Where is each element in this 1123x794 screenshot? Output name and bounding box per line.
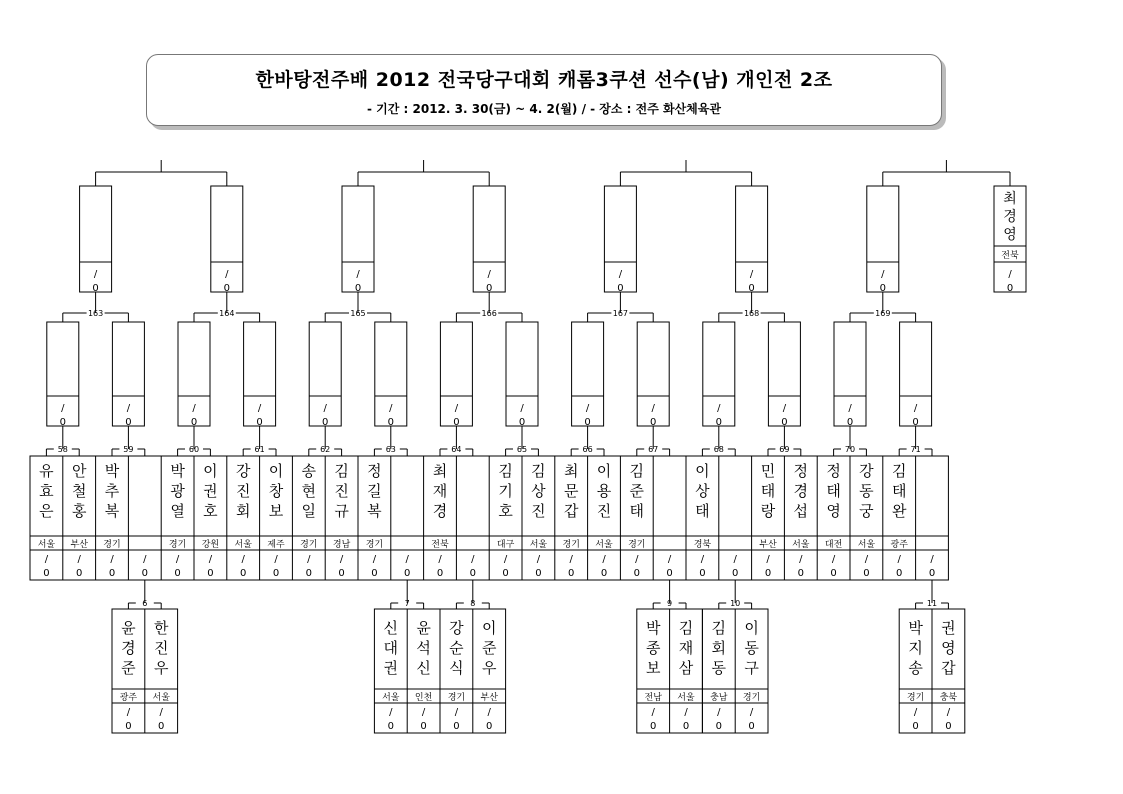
score-prelim-6-slash: /	[651, 707, 655, 718]
player-region: 서울	[234, 540, 252, 550]
match-number: 59	[123, 445, 134, 454]
score-main-0-zero: 0	[43, 568, 50, 579]
score-round2-5-slash: /	[389, 403, 393, 414]
player-name: 강 동 궁	[859, 462, 874, 520]
score-round2-0-zero: 0	[59, 417, 66, 428]
score-main-24-slash: /	[831, 554, 836, 565]
score-main-2-slash: /	[110, 554, 114, 565]
score-round2-11-slash: /	[782, 403, 787, 414]
score-prelim-1-slash: /	[159, 707, 163, 718]
score-round2-12-zero: 0	[846, 417, 854, 428]
score-prelim-10-slash: /	[913, 707, 918, 718]
score-round3-6-zero: 0	[879, 283, 886, 294]
score-round2-6-zero: 0	[453, 417, 460, 428]
score-main-22-slash: /	[766, 554, 770, 565]
score-prelim-3-slash: /	[421, 707, 426, 718]
score-round2-8-zero: 0	[584, 417, 591, 428]
player-region: 부산	[70, 540, 88, 550]
player-name: 김 진 규	[334, 462, 349, 520]
match-number: 6	[142, 599, 148, 608]
page-title: 한바탕전주배 2012 전국당구대회 캐롬3쿠션 선수(남) 개인전 2조	[255, 69, 833, 91]
score-prelim-10-zero: 0	[912, 721, 919, 732]
score-main-26-zero: 0	[896, 568, 903, 579]
score-round2-12-slash: /	[848, 403, 852, 414]
player-name: 강 진 회	[235, 462, 251, 520]
player-name: 이 권 호	[203, 462, 218, 520]
score-main-1-slash: /	[77, 554, 81, 565]
player-name: 송 현 일	[301, 462, 317, 520]
score-main-25-zero: 0	[863, 568, 870, 579]
player-name: 김 기 호	[498, 462, 513, 520]
player-region: 경기	[562, 540, 580, 550]
player-name: 최 재 경	[432, 462, 448, 520]
score-round2-13-slash: /	[913, 403, 918, 414]
score-prelim-8-zero: 0	[715, 721, 722, 732]
player-name: 민 태 랑	[760, 462, 776, 520]
score-prelim-4-zero: 0	[453, 721, 460, 732]
player-region: 경기	[365, 540, 384, 550]
score-main-7-slash: /	[274, 554, 278, 565]
player-name: 김 준 태	[629, 462, 645, 520]
match-number: 60	[188, 445, 200, 454]
player-name: 안 철 홍	[71, 462, 87, 520]
score-round2-3-zero: 0	[256, 417, 263, 428]
score-main-5-zero: 0	[207, 568, 214, 579]
score-main-24-zero: 0	[830, 568, 837, 579]
player-name: 박 광 열	[170, 462, 185, 520]
score-main-8-slash: /	[307, 554, 311, 565]
score-main-11-zero: 0	[404, 568, 411, 579]
prelim-player-name: 김 회 동	[711, 619, 727, 677]
prelim-player-name: 윤 경 준	[121, 619, 136, 677]
match-number: 69	[779, 445, 790, 454]
score-prelim-8-slash: /	[717, 707, 721, 718]
score-round3-3-zero: 0	[486, 283, 493, 294]
prelim-player-name: 권 영 갑	[941, 619, 956, 677]
score-round2-3-slash: /	[257, 403, 262, 414]
score-main-13-zero: 0	[469, 568, 476, 579]
match-number: 9	[667, 599, 673, 608]
score-round3-3-slash: /	[487, 269, 491, 280]
player-region: 경기	[168, 540, 187, 550]
score-round2-7-slash: /	[520, 403, 524, 414]
score-main-19-zero: 0	[666, 568, 673, 579]
prelim-player-name: 신 대 권	[383, 619, 399, 677]
score-main-12-slash: /	[438, 554, 442, 565]
bye-player-region: 전북	[1001, 251, 1019, 261]
player-name: 이 용 진	[596, 462, 612, 520]
match-number: 8	[470, 599, 476, 608]
score-prelim-9-zero: 0	[748, 721, 755, 732]
prelim-player-region: 서울	[382, 693, 400, 703]
match-number: 165	[350, 309, 366, 318]
score-main-23-slash: /	[799, 554, 803, 565]
match-number: 164	[219, 309, 235, 318]
score-main-14-zero: 0	[502, 568, 509, 579]
prelim-player-region: 서울	[152, 693, 170, 703]
score-main-21-zero: 0	[732, 568, 739, 579]
score-round2-13-zero: 0	[912, 417, 919, 428]
score-prelim-5-zero: 0	[486, 721, 493, 732]
score-main-1-zero: 0	[76, 568, 83, 579]
score-round3-5-slash: /	[749, 269, 754, 280]
score-main-5-slash: /	[208, 554, 213, 565]
prelim-player-name: 박 지 송	[908, 619, 923, 677]
score-round2-9-zero: 0	[650, 417, 657, 428]
player-name: 김 상 진	[531, 462, 546, 520]
player-name: 정 태 영	[826, 462, 841, 520]
score-main-21-slash: /	[733, 554, 737, 565]
score-round2-7-zero: 0	[518, 417, 526, 428]
player-region: 대전	[824, 540, 843, 550]
score-main-7-zero: 0	[272, 568, 280, 579]
score-round2-2-slash: /	[192, 403, 196, 414]
score-round2-2-zero: 0	[190, 417, 198, 428]
score-prelim-0-slash: /	[126, 707, 131, 718]
match-number: 167	[612, 309, 629, 318]
score-main-12-zero: 0	[436, 568, 444, 579]
score-main-23-zero: 0	[797, 568, 804, 579]
score-round3-0-slash: /	[93, 269, 98, 280]
score-main-27-zero: 0	[928, 568, 936, 579]
score-round2-6-slash: /	[454, 403, 459, 414]
prelim-player-region: 전남	[644, 693, 662, 703]
score-main-15-zero: 0	[535, 568, 542, 579]
score-main-26-slash: /	[897, 554, 901, 565]
score-round3-2-slash: /	[356, 269, 360, 280]
score-round3-4-slash: /	[618, 269, 623, 280]
prelim-player-region: 인천	[414, 693, 433, 703]
score-main-2-zero: 0	[108, 568, 116, 579]
player-region: 서울	[792, 540, 810, 550]
score-main-4-zero: 0	[174, 568, 181, 579]
player-region: 서울	[595, 540, 613, 550]
score-prelim-5-slash: /	[487, 707, 491, 718]
score-main-3-slash: /	[143, 554, 147, 565]
player-region: 제주	[267, 540, 285, 550]
score-main-16-slash: /	[569, 554, 573, 565]
score-round2-10-slash: /	[717, 403, 721, 414]
player-region: 서울	[529, 540, 548, 550]
prelim-player-region: 충남	[710, 693, 728, 703]
score-prelim-11-slash: /	[946, 707, 951, 718]
player-region: 경기	[300, 540, 318, 550]
score-round2-0-slash: /	[61, 403, 65, 414]
score-main-9-slash: /	[339, 554, 344, 565]
score-round3-0-zero: 0	[92, 283, 99, 294]
score-main-9-zero: 0	[338, 568, 345, 579]
match-number: 7	[404, 599, 410, 608]
page-subtitle: - 기간 : 2012. 3. 30(금) ~ 4. 2(월) / - 장소 : 전주 화산체육관	[367, 102, 721, 116]
score-round2-10-zero: 0	[715, 417, 722, 428]
match-number: 61	[254, 445, 265, 454]
score-main-11-slash: /	[405, 554, 409, 565]
score-main-18-slash: /	[635, 554, 639, 565]
score-main-10-zero: 0	[371, 568, 378, 579]
score-main-14-slash: /	[503, 554, 508, 565]
score-main-27-slash: /	[930, 554, 934, 565]
player-region: 경남	[332, 540, 351, 550]
player-name: 김 태 완	[891, 462, 907, 520]
match-number: 67	[648, 445, 659, 454]
score-main-15-slash: /	[536, 554, 541, 565]
score-prelim-0-zero: 0	[125, 721, 132, 732]
player-region: 경북	[693, 540, 712, 550]
score-round2-4-zero: 0	[322, 417, 329, 428]
player-region: 경기	[103, 540, 121, 550]
prelim-player-region: 충북	[939, 693, 958, 703]
score-prelim-7-zero: 0	[682, 721, 690, 732]
score-bye-zero: 0	[1006, 283, 1014, 294]
prelim-player-name: 김 재 삼	[678, 619, 694, 677]
player-region: 강원	[201, 540, 220, 550]
player-region: 서울	[37, 540, 56, 550]
score-main-13-slash: /	[471, 554, 475, 565]
prelim-player-region: 경기	[906, 693, 925, 703]
score-round3-2-zero: 0	[354, 283, 362, 294]
match-number: 71	[910, 445, 921, 454]
score-prelim-7-slash: /	[684, 707, 688, 718]
prelim-player-region: 광주	[119, 693, 138, 703]
score-prelim-3-zero: 0	[420, 721, 427, 732]
prelim-player-region: 경기	[742, 693, 761, 703]
player-region: 대구	[496, 540, 515, 550]
match-number: 62	[320, 445, 331, 454]
score-round2-1-zero: 0	[125, 417, 132, 428]
match-number: 168	[743, 309, 760, 318]
score-prelim-4-slash: /	[454, 707, 459, 718]
player-region: 경기	[628, 540, 646, 550]
score-round2-5-zero: 0	[387, 417, 394, 428]
prelim-player-name: 윤 석 신	[416, 619, 431, 677]
score-round2-9-slash: /	[651, 403, 655, 414]
score-prelim-11-zero: 0	[945, 721, 952, 732]
score-round3-5-zero: 0	[748, 283, 755, 294]
score-prelim-1-zero: 0	[158, 721, 165, 732]
score-prelim-6-zero: 0	[650, 721, 657, 732]
match-number: 169	[875, 309, 891, 318]
prelim-player-name: 한 진 우	[153, 619, 169, 677]
match-number: 70	[844, 445, 856, 454]
score-main-10-slash: /	[372, 554, 377, 565]
match-number: 65	[516, 445, 528, 454]
prelim-player-region: 서울	[677, 693, 695, 703]
prelim-player-name: 이 준 우	[481, 619, 497, 677]
score-main-18-zero: 0	[633, 568, 640, 579]
match-number: 163	[87, 309, 104, 318]
match-number: 10	[730, 599, 741, 608]
player-region: 서울	[857, 540, 876, 550]
prelim-player-name: 박 종 보	[645, 619, 661, 677]
player-name: 정 경 섭	[793, 462, 809, 520]
score-round3-1-zero: 0	[223, 283, 230, 294]
bye-player-name: 최 경 영	[1003, 191, 1017, 243]
match-number: 64	[451, 445, 462, 454]
score-main-3-zero: 0	[141, 568, 148, 579]
match-number: 68	[713, 445, 724, 454]
score-round3-4-zero: 0	[617, 283, 624, 294]
player-name: 이 창 보	[268, 462, 284, 520]
score-main-20-zero: 0	[699, 568, 706, 579]
score-round3-6-slash: /	[881, 269, 885, 280]
player-name: 유 효 은	[39, 462, 54, 520]
score-main-0-slash: /	[44, 554, 49, 565]
match-number: 166	[481, 309, 497, 318]
prelim-player-name: 이 동 구	[744, 619, 759, 677]
score-main-6-zero: 0	[240, 568, 247, 579]
score-round3-1-slash: /	[225, 269, 229, 280]
player-name: 이 상 태	[695, 462, 710, 520]
score-round2-4-slash: /	[323, 403, 327, 414]
match-number: 58	[57, 445, 68, 454]
score-main-22-zero: 0	[764, 568, 772, 579]
score-bye-slash: /	[1008, 269, 1012, 280]
score-main-25-slash: /	[864, 554, 869, 565]
player-region: 부산	[759, 540, 777, 550]
score-round2-11-zero: 0	[781, 417, 788, 428]
score-main-4-slash: /	[175, 554, 180, 565]
score-prelim-2-slash: /	[389, 707, 393, 718]
player-region: 광주	[890, 540, 908, 550]
score-prelim-2-zero: 0	[387, 721, 394, 732]
player-name: 정 길 복	[367, 462, 382, 520]
score-main-19-slash: /	[667, 554, 672, 565]
score-main-16-zero: 0	[568, 568, 575, 579]
player-name: 박 추 복	[104, 462, 120, 520]
match-number: 66	[582, 445, 593, 454]
score-main-6-slash: /	[241, 554, 245, 565]
player-region: 전북	[431, 540, 449, 550]
score-prelim-9-slash: /	[749, 707, 754, 718]
prelim-player-name: 강 순 식	[449, 619, 464, 677]
match-number: 11	[926, 599, 938, 608]
score-main-8-zero: 0	[305, 568, 312, 579]
score-main-17-zero: 0	[600, 568, 608, 579]
player-name: 최 문 갑	[563, 462, 579, 520]
prelim-player-region: 부산	[480, 693, 498, 703]
score-main-20-slash: /	[700, 554, 705, 565]
score-round2-8-slash: /	[585, 403, 590, 414]
prelim-player-region: 경기	[447, 693, 466, 703]
match-number: 63	[385, 445, 396, 454]
score-main-17-slash: /	[602, 554, 606, 565]
score-round2-1-slash: /	[126, 403, 131, 414]
